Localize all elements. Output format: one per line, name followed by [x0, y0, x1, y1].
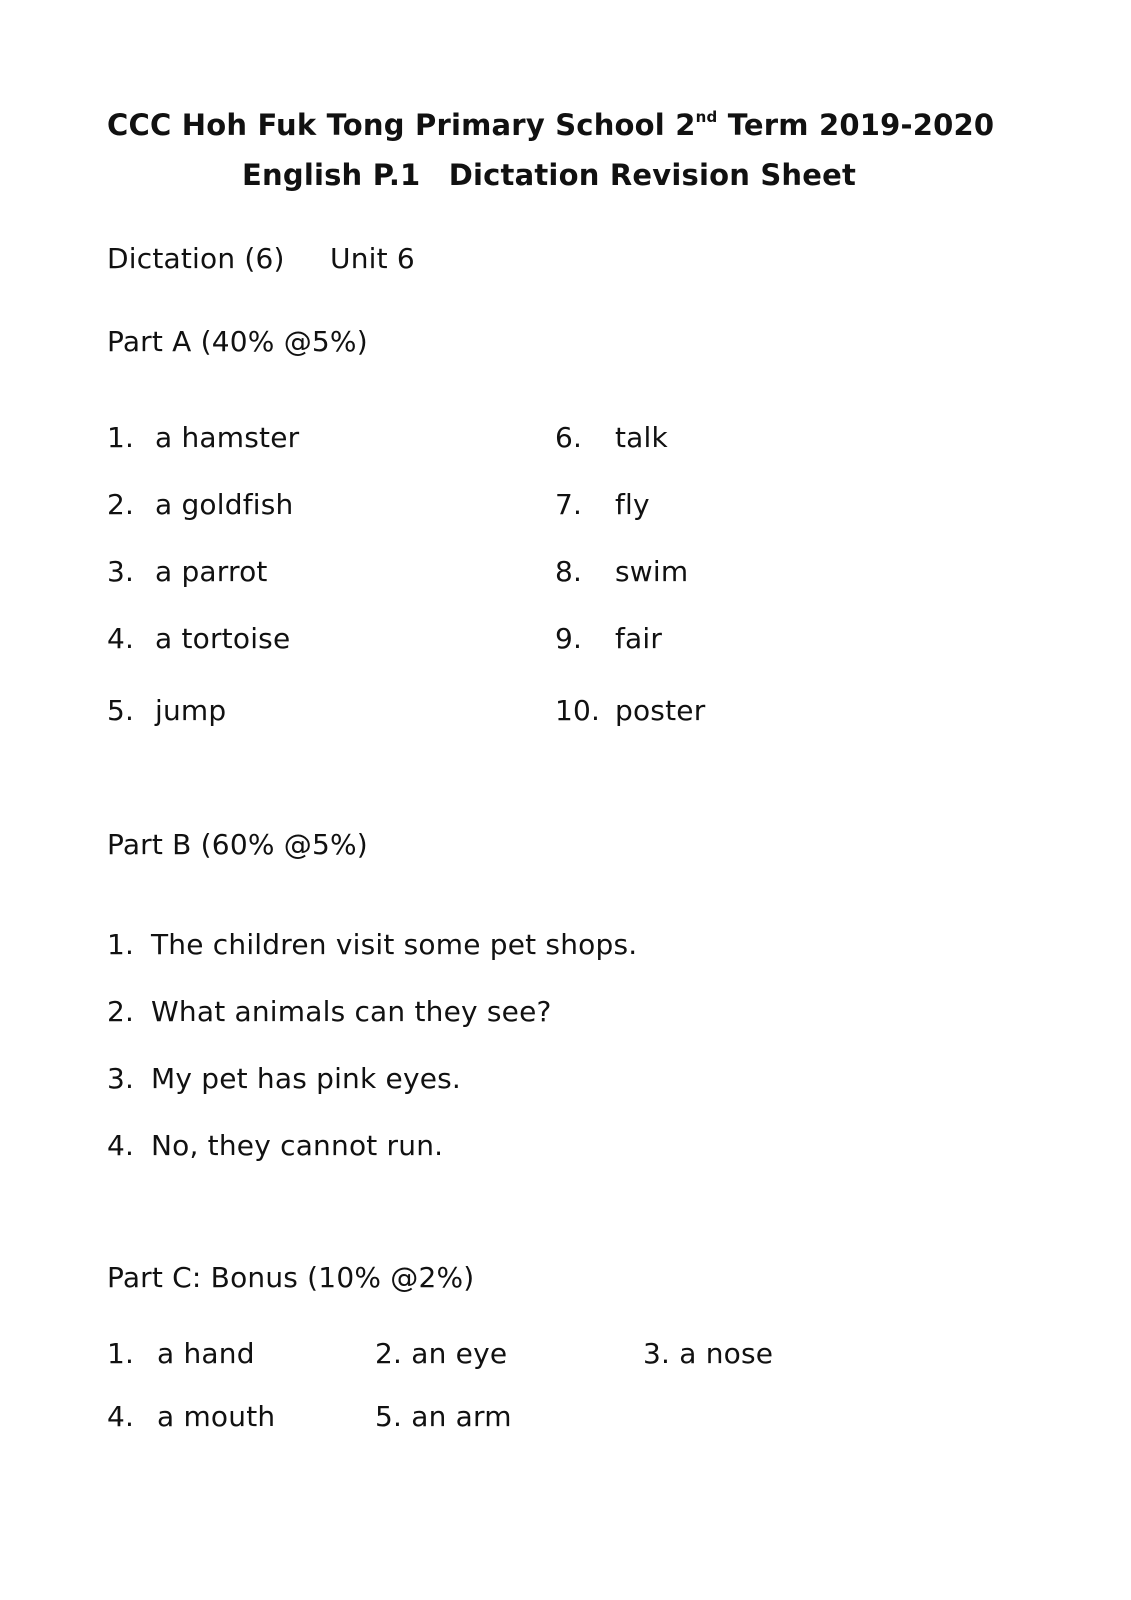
item-word: a hamster	[155, 421, 300, 454]
sentence-item	[107, 995, 552, 1028]
school-name: CCC Hoh Fuk Tong Primary School	[107, 108, 665, 142]
item-word: fair	[615, 622, 663, 655]
term-number: 2	[675, 108, 696, 142]
item-number: 5.	[375, 1400, 403, 1433]
list-item	[107, 694, 227, 727]
item-number: 1.	[107, 1337, 135, 1370]
item-number: 2.	[107, 995, 135, 1028]
item-word: an eye	[411, 1337, 508, 1370]
sentence-item	[107, 928, 638, 961]
item-number: 1.	[107, 928, 135, 961]
list-item	[555, 555, 689, 588]
item-number: 10.	[555, 694, 601, 727]
item-word: fly	[615, 488, 650, 521]
item-word: swim	[615, 555, 689, 588]
item-word: jump	[155, 694, 227, 727]
unit-number: Unit 6	[330, 242, 415, 275]
item-number: 6.	[555, 421, 583, 454]
list-item	[107, 488, 294, 521]
item-word: a mouth	[157, 1400, 276, 1433]
bonus-item	[643, 1337, 773, 1370]
list-item	[555, 421, 668, 454]
item-number: 7.	[555, 488, 583, 521]
item-number: 1.	[107, 421, 135, 454]
item-number: 2.	[107, 488, 135, 521]
bonus-item	[375, 1337, 507, 1370]
item-number: 8.	[555, 555, 583, 588]
item-number: 2.	[375, 1337, 403, 1370]
list-item	[107, 421, 300, 454]
part-c-heading: Part C: Bonus (10% @2%)	[107, 1261, 475, 1294]
sheet-title: Dictation Revision Sheet	[448, 158, 857, 192]
list-item	[107, 555, 268, 588]
term-year: Term 2019-2020	[727, 108, 995, 142]
part-a-heading: Part A (40% @5%)	[107, 325, 368, 358]
item-word: a tortoise	[155, 622, 291, 655]
term-suffix: nd	[695, 108, 718, 126]
sentence-item	[107, 1062, 462, 1095]
item-sentence: The children visit some pet shops.	[151, 928, 638, 961]
item-number: 9.	[555, 622, 583, 655]
item-number: 3.	[643, 1337, 671, 1370]
item-sentence: What animals can they see?	[151, 995, 552, 1028]
item-sentence: My pet has pink eyes.	[151, 1062, 462, 1095]
item-number: 4.	[107, 1400, 135, 1433]
item-word: a hand	[157, 1337, 255, 1370]
page-title	[107, 108, 994, 142]
item-number: 3.	[107, 1062, 135, 1095]
part-b-heading: Part B (60% @5%)	[107, 828, 368, 861]
item-sentence: No, they cannot run.	[151, 1129, 444, 1162]
subject: English P.1	[242, 158, 421, 192]
bonus-item	[107, 1337, 255, 1370]
bonus-item	[107, 1400, 276, 1433]
page-subtitle	[242, 158, 856, 192]
sentence-item	[107, 1129, 444, 1162]
item-number: 3.	[107, 555, 135, 588]
item-word: poster	[615, 694, 706, 727]
list-item	[555, 622, 663, 655]
item-word: a goldfish	[155, 488, 294, 521]
item-number: 5.	[107, 694, 135, 727]
list-item	[107, 622, 291, 655]
list-item	[555, 488, 650, 521]
item-number: 4.	[107, 622, 135, 655]
item-word: a nose	[679, 1337, 774, 1370]
item-number: 4.	[107, 1129, 135, 1162]
item-word: a parrot	[155, 555, 268, 588]
list-item	[555, 694, 706, 727]
item-word: talk	[615, 421, 668, 454]
dictation-number: Dictation (6)	[107, 242, 285, 275]
item-word: an arm	[411, 1400, 512, 1433]
bonus-item	[375, 1400, 512, 1433]
